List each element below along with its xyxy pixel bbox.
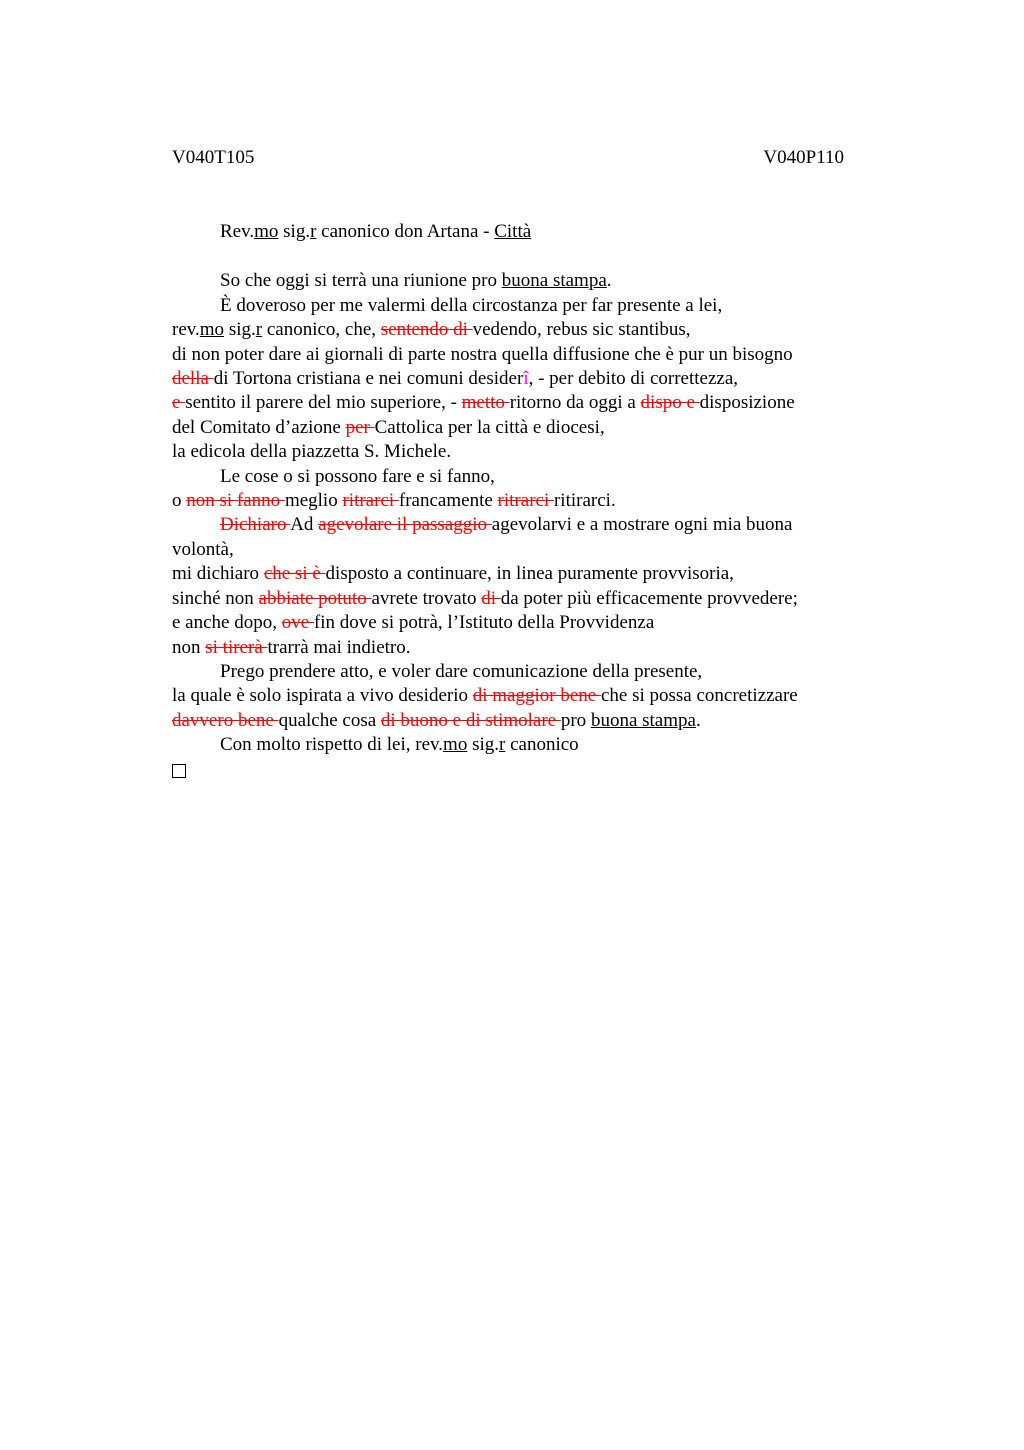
deletion: di	[481, 587, 501, 609]
deletion: dispo e	[640, 392, 700, 414]
letter-line: Prego prendere atto, e voler dare comunicazione della presente,	[220, 660, 703, 682]
header-right-code: V040P110	[763, 147, 844, 168]
end-mark	[172, 758, 862, 785]
letter-line: di non poter dare ai giornali di parte nostra quella diffusione che è pur un bisogno	[172, 343, 793, 365]
end-box-icon	[172, 764, 186, 778]
deletion: di buono e di stimolare	[380, 709, 561, 731]
address-line: Rev.mo sig.r canonico don Artana - Città	[220, 221, 532, 242]
letter-line: non si tirerà trarrà mai indietro.	[172, 636, 411, 658]
deletion: sentendo di	[380, 319, 473, 341]
letter-line: So che oggi si terrà una riunione pro buona stampa.	[220, 270, 612, 292]
letter-line: la quale è solo ispirata a vivo desiderio di maggior bene che si possa concretizzare	[172, 685, 798, 707]
deletion: ritrarci	[342, 490, 399, 512]
deletion: davvero bene	[172, 709, 279, 731]
letter-line: la edicola della piazzetta S. Michele.	[172, 441, 452, 463]
deletion: Dichiaro	[220, 514, 291, 536]
deletion: metto	[461, 392, 510, 414]
insertion-mark: î	[523, 368, 529, 390]
letter-line: della di Tortona cristiana e nei comuni desiderî, - per debito di correttezza,	[172, 368, 739, 390]
closing-line: Con molto rispetto di lei, rev.mo sig.r canonico	[220, 734, 579, 756]
letter-line: sinché non abbiate potuto avrete trovato di da poter più efficacemente provvedere;	[172, 587, 798, 609]
letter-body	[172, 220, 862, 785]
letter-line: e sentito il parere del mio superiore, - metto ritorno da oggi a dispo e disposizione	[172, 392, 795, 414]
letter-line: e anche dopo, ove fin dove si potrà, l’Istituto della Provvidenza	[172, 612, 655, 634]
deletion: che si è	[263, 563, 326, 585]
header-left-code: V040T105	[172, 147, 255, 168]
letter-line: volontà,	[172, 538, 234, 560]
letter-line: Le cose o si possono fare e si fanno,	[220, 465, 495, 487]
deletion: non si fanno	[186, 490, 285, 512]
deletion: e	[172, 392, 186, 414]
deletion: per	[345, 416, 375, 438]
letter-line: mi dichiaro che si è disposto a continuare, in linea puramente provvisoria,	[172, 563, 734, 585]
letter-line: davvero bene qualche cosa di buono e di stimolare pro buona stampa.	[172, 709, 701, 731]
deletion: agevolare il passaggio	[318, 514, 492, 536]
deletion: di maggior bene	[472, 685, 601, 707]
deletion: si tirerà	[205, 636, 268, 658]
deletion: ove	[281, 612, 314, 634]
letter-line: È doveroso per me valermi della circostanza per far presente a lei,	[220, 294, 723, 316]
letter-line: rev.mo sig.r canonico, che, sentendo di vedendo, rebus sic stantibus,	[172, 319, 691, 341]
letter-line: Dichiaro Ad agevolare il passaggio agevolarvi e a mostrare ogni mia buona	[220, 514, 793, 536]
letter-line: del Comitato d’azione per Cattolica per la città e diocesi,	[172, 416, 605, 438]
deletion: ritrarci	[497, 490, 554, 512]
letter-line: o non si fanno meglio ritrarci francamente ritrarci ritirarci.	[172, 490, 616, 512]
deletion: della	[172, 368, 214, 390]
deletion: abbiate potuto	[258, 587, 372, 609]
